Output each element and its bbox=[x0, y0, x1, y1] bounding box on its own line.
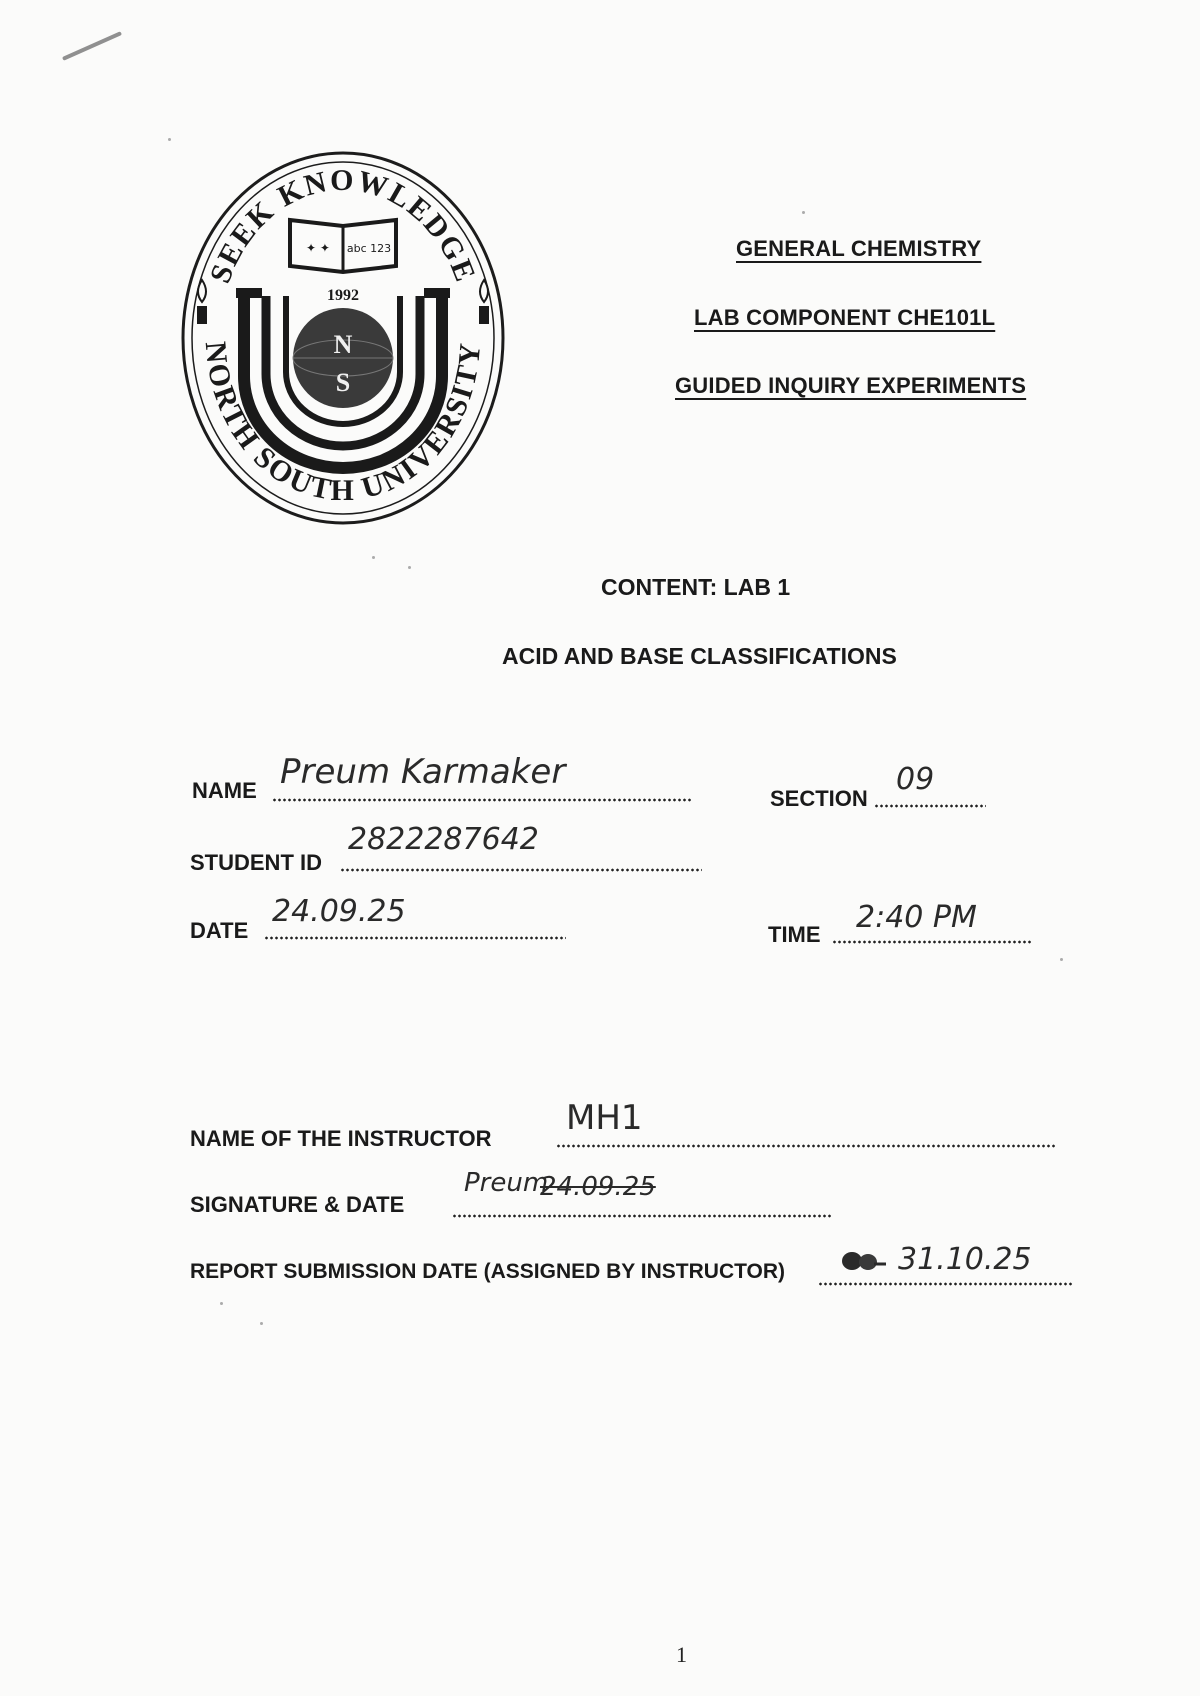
date-value: 24.09.25 bbox=[272, 894, 406, 929]
scan-speck bbox=[260, 1322, 263, 1325]
scan-speck bbox=[168, 138, 171, 141]
section-line bbox=[874, 804, 986, 808]
seal-letter-s: S bbox=[335, 368, 351, 397]
course-title: GENERAL CHEMISTRY bbox=[736, 236, 982, 261]
scribble-mark bbox=[838, 1248, 888, 1274]
university-seal bbox=[178, 148, 508, 528]
instructor-value: MH1 bbox=[566, 1098, 643, 1138]
book-icon bbox=[290, 220, 396, 272]
scan-speck bbox=[802, 211, 805, 214]
time-label: TIME bbox=[768, 922, 821, 947]
svg-text:✦ ✦: ✦ ✦ bbox=[306, 241, 330, 255]
student-id-line bbox=[340, 868, 702, 872]
submission-value: 31.10.25 bbox=[898, 1242, 1032, 1277]
lab-component: LAB COMPONENT CHE101L bbox=[694, 305, 996, 330]
student-id-label: STUDENT ID bbox=[190, 850, 322, 875]
experiment-type: GUIDED INQUIRY EXPERIMENTS bbox=[675, 373, 1027, 398]
seal-letter-n: N bbox=[333, 330, 353, 359]
date-line bbox=[264, 936, 566, 940]
section-value: 09 bbox=[896, 762, 935, 797]
scan-speck bbox=[408, 566, 411, 569]
submission-label: REPORT SUBMISSION DATE (ASSIGNED BY INSTRUCTOR) bbox=[190, 1260, 786, 1283]
signature-line bbox=[452, 1214, 832, 1218]
flame-icon bbox=[479, 280, 489, 324]
scan-speck bbox=[220, 1302, 223, 1305]
instructor-label: NAME OF THE INSTRUCTOR bbox=[190, 1126, 492, 1151]
student-id-value: 2822287642 bbox=[348, 822, 539, 857]
scan-scratch bbox=[62, 31, 122, 61]
signature-name: Preum bbox=[464, 1168, 549, 1198]
scan-speck bbox=[1060, 958, 1063, 961]
signature-label: SIGNATURE & DATE bbox=[190, 1192, 405, 1217]
name-label: NAME bbox=[192, 778, 257, 803]
time-line bbox=[832, 940, 1032, 944]
name-value: Preum Karmaker bbox=[280, 752, 566, 792]
name-line bbox=[272, 798, 692, 802]
book-text: abc 123 bbox=[346, 242, 392, 255]
seal-year: 1992 bbox=[327, 287, 359, 304]
signature-date: 24.09.25 bbox=[540, 1172, 656, 1202]
page-number: 1 bbox=[676, 1642, 687, 1667]
instructor-line bbox=[556, 1144, 1056, 1148]
date-label: DATE bbox=[190, 918, 249, 943]
submission-line bbox=[818, 1282, 1074, 1286]
content-subtitle: ACID AND BASE CLASSIFICATIONS bbox=[502, 643, 897, 669]
section-label: SECTION bbox=[770, 786, 868, 811]
flame-icon bbox=[197, 280, 207, 324]
seal-bottom-text: NORTH SOUTH UNIVERSITY bbox=[198, 340, 488, 508]
scan-speck bbox=[372, 556, 375, 559]
content-title: CONTENT: LAB 1 bbox=[601, 574, 791, 600]
seal-top-text: SEEK KNOWLEDGE bbox=[203, 163, 483, 288]
time-value: 2:40 PM bbox=[856, 900, 977, 935]
